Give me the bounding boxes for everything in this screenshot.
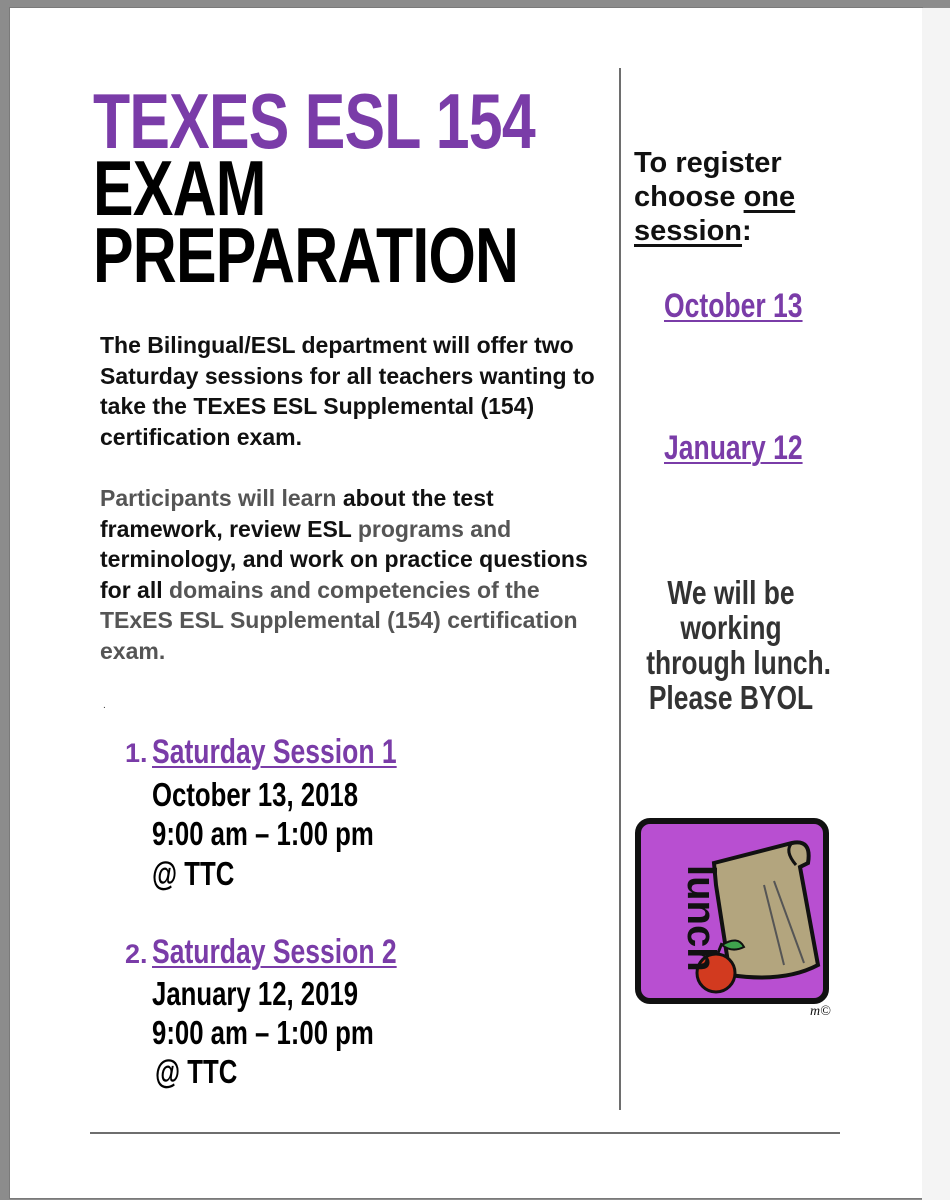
register-line-1: To register bbox=[634, 147, 782, 179]
session-1-number: 1. bbox=[125, 738, 148, 768]
session-1-time: 9:00 am – 1:00 pm bbox=[152, 815, 374, 852]
clipart-lunch-label: lunch bbox=[679, 865, 723, 972]
register-date-january[interactable]: January 12 bbox=[664, 429, 803, 467]
column-divider bbox=[619, 68, 621, 1110]
session-2-time: 9:00 am – 1:00 pm bbox=[152, 1014, 374, 1051]
title-line-2: EXAM bbox=[93, 144, 266, 232]
details-part-3: programs and bbox=[357, 515, 512, 542]
register-colon: : bbox=[742, 215, 752, 247]
details-part-1: Participants will learn bbox=[100, 485, 337, 511]
register-instructions bbox=[634, 146, 795, 248]
details-part-2: about the test framework, review ESL bbox=[100, 485, 494, 542]
details-part-5: domains and competencies of the TExES ESL Supplemental (154) certification exam. bbox=[100, 576, 578, 664]
lunch-note bbox=[625, 575, 837, 715]
register-line-3 bbox=[634, 214, 795, 248]
register-emphasis-one: one bbox=[743, 181, 796, 213]
lunch-note-line-2: working bbox=[680, 609, 782, 646]
lunch-note-line-1: We will be bbox=[667, 574, 795, 611]
lunch-note-line-4: Please BYOL bbox=[648, 679, 814, 716]
session-2-title[interactable]: Saturday Session 2 bbox=[152, 933, 397, 971]
session-1-date: October 13, 2018 bbox=[152, 776, 359, 813]
title-line-1: TEXES ESL 154 bbox=[93, 77, 535, 165]
details-paragraph bbox=[100, 483, 600, 666]
stray-mark: . bbox=[103, 700, 106, 711]
footer-divider bbox=[90, 1132, 840, 1134]
session-2-location: @ TTC bbox=[155, 1053, 238, 1090]
session-1-title[interactable]: Saturday Session 1 bbox=[152, 733, 397, 771]
register-line-2-text: choose bbox=[634, 181, 744, 213]
page-edge bbox=[922, 8, 950, 1200]
title-line-3: PREPARATION bbox=[93, 211, 519, 299]
lunch-note-line-3: through lunch. bbox=[646, 644, 831, 681]
intro-paragraph: The Bilingual/ESL department will offer two Saturday sessions for all teachers wanting to take the TExES ESL Supplemental (154) certification exam. bbox=[100, 332, 595, 450]
clipart-signature: m© bbox=[810, 1004, 831, 1019]
details-part-4: terminology, and work on practice questions for all bbox=[100, 546, 588, 603]
lunch-bag-clipart bbox=[634, 815, 834, 1020]
register-line-2 bbox=[634, 180, 795, 214]
register-date-october[interactable]: October 13 bbox=[664, 287, 803, 325]
session-1-location: @ TTC bbox=[152, 855, 235, 892]
register-emphasis-session: session bbox=[634, 215, 742, 247]
session-2-number: 2. bbox=[125, 939, 148, 969]
session-2-date: January 12, 2019 bbox=[152, 975, 359, 1012]
